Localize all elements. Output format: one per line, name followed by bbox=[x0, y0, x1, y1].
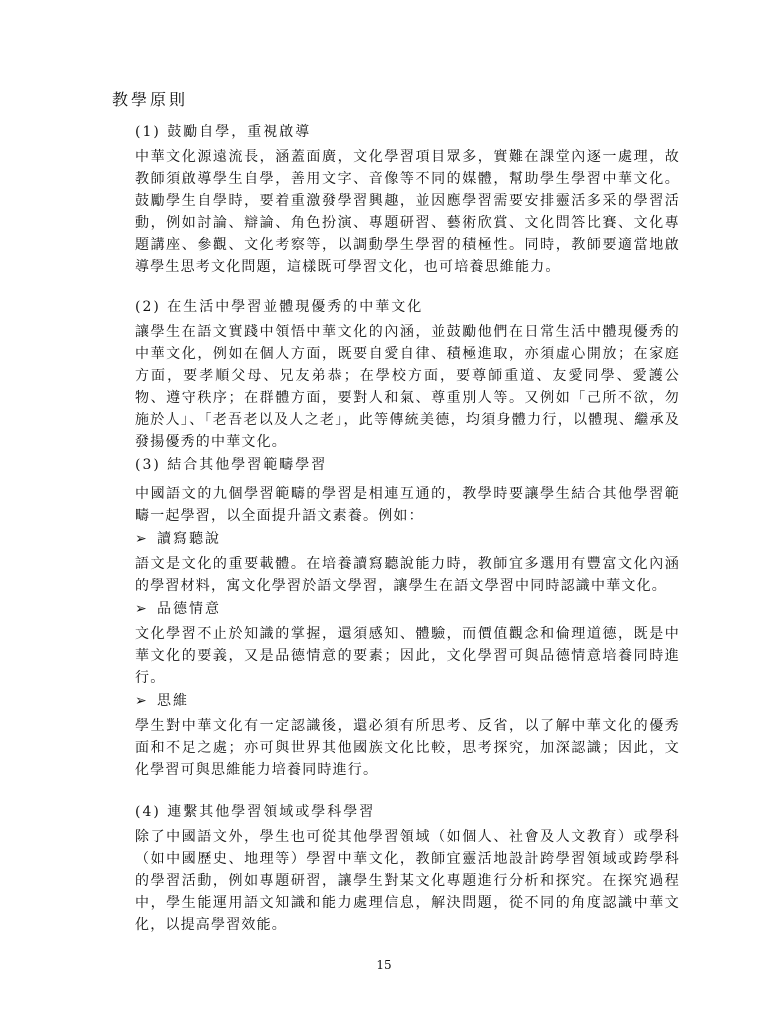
section-1-paragraph: 中華文化源遠流長，涵蓋面廣，文化學習項目眾多，實難在課堂內逐一處理，故教師須啟導學生自學，善用文字、音像等不同的媒體，幫助學生學習中華文化。鼓勵學生自學時，要着重激發學習興趣，並因應學習需要安排靈活多采的學習活動，例如討論、辯論、角色扮演、專題研習、藝術欣賞、文化問答比賽、文化專題講座、參觀、文化考察等，以調動學生學習的積極性。同時，教師要適當地啟導學生思考文化問題，這樣既可學習文化，也可培養思維能力。 bbox=[135, 149, 680, 275]
section-1 bbox=[135, 122, 680, 278]
bullet-paragraph: 文化學習不止於知識的掌握，還須感知、體驗，而價值觀念和倫理道德，既是中華文化的要義，又是品德情意的要素；因此，文化學習可與品德情意培養同時進行。 bbox=[135, 626, 680, 686]
section-2-heading: (2) 在生活中學習並體現優秀的中華文化 bbox=[135, 299, 424, 315]
section-3-paragraph: 中國語文的九個學習範疇的學習是相連互通的，教學時要讓學生結合其他學習範疇一起學習，以全面提升語文素養。例如： bbox=[135, 486, 680, 524]
section-1-heading: (1) 鼓勵自學，重視啟導 bbox=[135, 124, 312, 140]
bullet-label: 思維 bbox=[157, 693, 189, 709]
page-number: 15 bbox=[376, 958, 392, 972]
bullet-paragraph: 語文是文化的重要載體。在培養讀寫聽說能力時，教師宜多選用有豐富文化內涵的學習材料，寓文化學習於語文學習，讓學生在語文學習中同時認識中華文化。 bbox=[135, 556, 680, 594]
page-title: 教學原則 bbox=[112, 90, 189, 109]
arrow-bullet-icon: ➢ bbox=[135, 601, 149, 617]
section-4 bbox=[135, 802, 680, 936]
bullet-label: 讀寫聽說 bbox=[157, 531, 221, 547]
arrow-bullet-icon: ➢ bbox=[135, 693, 149, 709]
bullet-reading-writing bbox=[135, 529, 680, 549]
section-4-paragraph: 除了中國語文外，學生也可從其他學習領域（如個人、社會及人文教育）或學科（如中國歷史、地理等）學習中華文化，教師宜靈活地設計跨學習領域或跨學科的學習活動，例如專題研習，讓學生對某文化專題進行分析和探究。在探究過程中，學生能運用語文知識和能力處理信息，解決問題，從不同的角度認識中華文化，以提高學習效能。 bbox=[135, 829, 680, 933]
section-2 bbox=[135, 297, 680, 453]
arrow-bullet-icon: ➢ bbox=[135, 531, 149, 547]
bullet-character-affect bbox=[135, 599, 680, 619]
section-3 bbox=[135, 455, 680, 781]
section-4-heading: (4) 連繫其他學習領域或學科學習 bbox=[135, 804, 376, 820]
section-2-paragraph: 讓學生在語文實踐中領悟中華文化的內涵，並鼓勵他們在日常生活中體現優秀的中華文化，例如在個人方面，既要自愛自律、積極進取，亦須虛心開放；在家庭方面，要孝順父母、兄友弟恭；在學校方面，要尊師重道、友愛同學、愛護公物、遵守秩序；在群體方面，要對人和氣、尊重別人等。又例如「己所不欲，勿施於人」、「老吾老以及人之老」，此等傳統美德，均須身體力行，以體現、繼承及發揚優秀的中華文化。 bbox=[135, 324, 680, 450]
bullet-paragraph: 學生對中華文化有一定認識後，還必須有所思考、反省，以了解中華文化的優秀面和不足之處；亦可與世界其他國族文化比較，思考探究，加深認識；因此，文化學習可與思維能力培養同時進行。 bbox=[135, 718, 680, 778]
section-3-heading: (3) 結合其他學習範疇學習 bbox=[135, 457, 328, 473]
bullet-thinking bbox=[135, 691, 680, 711]
bullet-label: 品德情意 bbox=[157, 601, 221, 617]
